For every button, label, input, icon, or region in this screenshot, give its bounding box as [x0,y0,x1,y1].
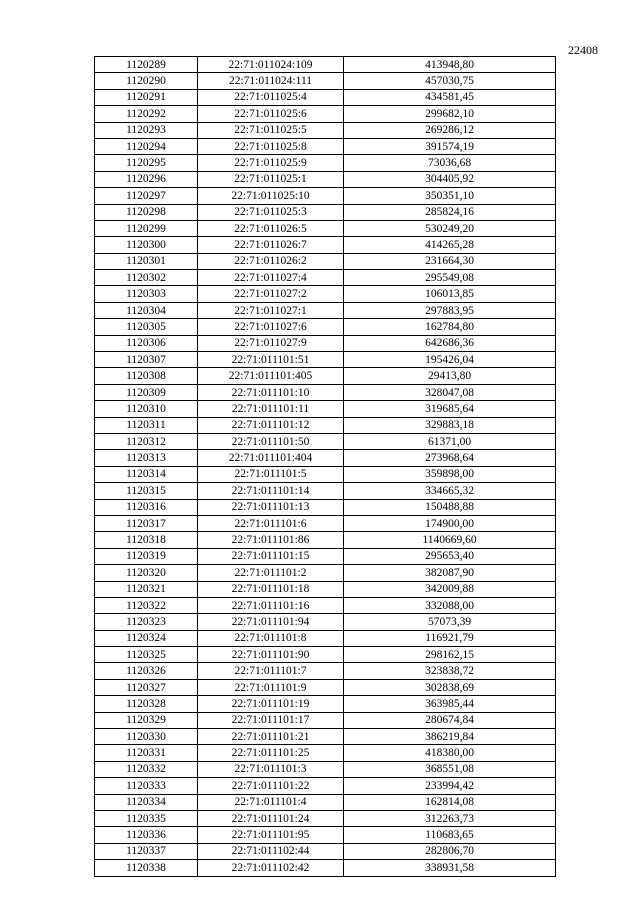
table-row [95,843,556,859]
row-number-cell: 1120336 [95,827,198,843]
cadastral-number-cell: 22:71:011101:18 [198,581,344,597]
table-row [95,302,556,318]
cadastral-value-cell: 273968,64 [344,450,556,466]
row-number-cell: 1120307 [95,352,198,368]
cadastral-number-cell: 22:71:011026:5 [198,220,344,236]
cadastral-value-cell: 414265,28 [344,237,556,253]
cadastral-number-cell: 22:71:011102:42 [198,860,344,876]
cadastral-number-cell: 22:71:011024:109 [198,57,344,73]
row-number-cell: 1120317 [95,515,198,531]
row-number-cell: 1120304 [95,302,198,318]
row-number-cell: 1120289 [95,57,198,73]
cadastral-number-cell: 22:71:011101:90 [198,647,344,663]
row-number-cell: 1120301 [95,253,198,269]
cadastral-value-cell: 382087,90 [344,565,556,581]
cadastral-value-cell: 233994,42 [344,778,556,794]
cadastral-value-cell: 162814,08 [344,794,556,810]
row-number-cell: 1120309 [95,384,198,400]
table-row [95,319,556,335]
table-row [95,155,556,171]
cadastral-number-cell: 22:71:011026:2 [198,253,344,269]
cadastral-value-cell: 269286,12 [344,122,556,138]
cadastral-value-table [94,56,556,877]
cadastral-value-cell: 73036,68 [344,155,556,171]
cadastral-value-cell: 530249,20 [344,220,556,236]
table-row [95,729,556,745]
table-row [95,122,556,138]
table-row [95,679,556,695]
cadastral-value-cell: 57073,39 [344,614,556,630]
cadastral-number-cell: 22:71:011101:13 [198,499,344,515]
cadastral-value-cell: 110683,65 [344,827,556,843]
table-body [95,57,556,877]
table-row [95,532,556,548]
table-row [95,515,556,531]
cadastral-value-cell: 323838,72 [344,663,556,679]
table-row [95,581,556,597]
cadastral-number-cell: 22:71:011027:9 [198,335,344,351]
cadastral-number-cell: 22:71:011025:9 [198,155,344,171]
table-row [95,597,556,613]
cadastral-number-cell: 22:71:011101:6 [198,515,344,531]
table-row [95,712,556,728]
cadastral-number-cell: 22:71:011025:3 [198,204,344,220]
table-row [95,794,556,810]
table-row [95,827,556,843]
row-number-cell: 1120325 [95,647,198,663]
cadastral-value-cell: 334665,32 [344,483,556,499]
row-number-cell: 1120291 [95,89,198,105]
cadastral-number-cell: 22:71:011025:5 [198,122,344,138]
cadastral-number-cell: 22:71:011101:7 [198,663,344,679]
cadastral-number-cell: 22:71:011101:50 [198,433,344,449]
cadastral-value-cell: 116921,79 [344,630,556,646]
cadastral-number-cell: 22:71:011025:8 [198,138,344,154]
cadastral-value-cell: 319685,64 [344,401,556,417]
cadastral-number-cell: 22:71:011101:17 [198,712,344,728]
cadastral-number-cell: 22:71:011024:111 [198,73,344,89]
cadastral-number-cell: 22:71:011102:44 [198,843,344,859]
cadastral-value-cell: 342009,88 [344,581,556,597]
cadastral-number-cell: 22:71:011101:12 [198,417,344,433]
row-number-cell: 1120298 [95,204,198,220]
page-number: 22408 [568,43,598,57]
cadastral-value-cell: 338931,58 [344,860,556,876]
table-row [95,647,556,663]
row-number-cell: 1120302 [95,270,198,286]
cadastral-number-cell: 22:71:011025:1 [198,171,344,187]
row-number-cell: 1120327 [95,679,198,695]
cadastral-value-cell: 162784,80 [344,319,556,335]
row-number-cell: 1120331 [95,745,198,761]
row-number-cell: 1120296 [95,171,198,187]
cadastral-number-cell: 22:71:011025:6 [198,106,344,122]
cadastral-number-cell: 22:71:011101:15 [198,548,344,564]
table-row [95,73,556,89]
table-row [95,368,556,384]
cadastral-value-cell: 280674,84 [344,712,556,728]
cadastral-value-cell: 304405,92 [344,171,556,187]
table-row [95,499,556,515]
table-row [95,286,556,302]
cadastral-value-cell: 106013,85 [344,286,556,302]
cadastral-number-cell: 22:71:011027:4 [198,270,344,286]
row-number-cell: 1120321 [95,581,198,597]
row-number-cell: 1120335 [95,810,198,826]
table-row [95,696,556,712]
cadastral-value-cell: 642686,36 [344,335,556,351]
row-number-cell: 1120292 [95,106,198,122]
cadastral-number-cell: 22:71:011026:7 [198,237,344,253]
table-row [95,204,556,220]
row-number-cell: 1120338 [95,860,198,876]
cadastral-value-cell: 434581,45 [344,89,556,105]
cadastral-number-cell: 22:71:011101:14 [198,483,344,499]
row-number-cell: 1120297 [95,188,198,204]
row-number-cell: 1120306 [95,335,198,351]
table-row [95,663,556,679]
table-row [95,565,556,581]
cadastral-number-cell: 22:71:011025:10 [198,188,344,204]
table-row [95,778,556,794]
row-number-cell: 1120308 [95,368,198,384]
cadastral-number-cell: 22:71:011101:5 [198,466,344,482]
row-number-cell: 1120295 [95,155,198,171]
cadastral-number-cell: 22:71:011101:95 [198,827,344,843]
cadastral-number-cell: 22:71:011027:6 [198,319,344,335]
cadastral-value-cell: 150488,88 [344,499,556,515]
row-number-cell: 1120319 [95,548,198,564]
cadastral-value-cell: 298162,15 [344,647,556,663]
row-number-cell: 1120326 [95,663,198,679]
cadastral-number-cell: 22:71:011101:8 [198,630,344,646]
cadastral-value-cell: 457030,75 [344,73,556,89]
row-number-cell: 1120318 [95,532,198,548]
cadastral-value-cell: 391574,19 [344,138,556,154]
cadastral-number-cell: 22:71:011101:22 [198,778,344,794]
cadastral-number-cell: 22:71:011101:25 [198,745,344,761]
table-row [95,106,556,122]
row-number-cell: 1120332 [95,761,198,777]
cadastral-number-cell: 22:71:011101:19 [198,696,344,712]
cadastral-value-cell: 418380,00 [344,745,556,761]
cadastral-value-cell: 350351,10 [344,188,556,204]
table-row [95,548,556,564]
table-row [95,433,556,449]
table-row [95,745,556,761]
row-number-cell: 1120329 [95,712,198,728]
table-row [95,384,556,400]
cadastral-value-cell: 386219,84 [344,729,556,745]
cadastral-value-cell: 329883,18 [344,417,556,433]
cadastral-number-cell: 22:71:011027:1 [198,302,344,318]
row-number-cell: 1120313 [95,450,198,466]
cadastral-value-cell: 285824,16 [344,204,556,220]
row-number-cell: 1120303 [95,286,198,302]
row-number-cell: 1120324 [95,630,198,646]
row-number-cell: 1120337 [95,843,198,859]
cadastral-value-cell: 312263,73 [344,810,556,826]
cadastral-number-cell: 22:71:011101:4 [198,794,344,810]
cadastral-value-cell: 328047,08 [344,384,556,400]
table-row [95,237,556,253]
cadastral-value-cell: 61371,00 [344,433,556,449]
cadastral-number-cell: 22:71:011101:21 [198,729,344,745]
row-number-cell: 1120328 [95,696,198,712]
cadastral-value-cell: 299682,10 [344,106,556,122]
table-row [95,220,556,236]
cadastral-value-cell: 295653,40 [344,548,556,564]
cadastral-number-cell: 22:71:011101:24 [198,810,344,826]
cadastral-number-cell: 22:71:011101:51 [198,352,344,368]
row-number-cell: 1120305 [95,319,198,335]
cadastral-value-cell: 1140669,60 [344,532,556,548]
row-number-cell: 1120294 [95,138,198,154]
cadastral-value-cell: 302838,69 [344,679,556,695]
cadastral-number-cell: 22:71:011101:86 [198,532,344,548]
table-row [95,483,556,499]
table-row [95,466,556,482]
row-number-cell: 1120300 [95,237,198,253]
row-number-cell: 1120314 [95,466,198,482]
row-number-cell: 1120293 [95,122,198,138]
row-number-cell: 1120323 [95,614,198,630]
cadastral-number-cell: 22:71:011101:405 [198,368,344,384]
table-row [95,138,556,154]
cadastral-value-cell: 359898,00 [344,466,556,482]
table-row [95,630,556,646]
table-row [95,761,556,777]
table-row [95,860,556,876]
table-row [95,188,556,204]
cadastral-number-cell: 22:71:011027:2 [198,286,344,302]
cadastral-number-cell: 22:71:011101:9 [198,679,344,695]
row-number-cell: 1120290 [95,73,198,89]
cadastral-number-cell: 22:71:011025:4 [198,89,344,105]
cadastral-value-cell: 363985,44 [344,696,556,712]
row-number-cell: 1120315 [95,483,198,499]
cadastral-value-cell: 332088,00 [344,597,556,613]
row-number-cell: 1120334 [95,794,198,810]
cadastral-value-cell: 195426,04 [344,352,556,368]
table-row [95,57,556,73]
table-row [95,352,556,368]
row-number-cell: 1120312 [95,433,198,449]
cadastral-value-cell: 231664,30 [344,253,556,269]
table-row [95,253,556,269]
row-number-cell: 1120310 [95,401,198,417]
cadastral-value-cell: 282806,70 [344,843,556,859]
table-row [95,89,556,105]
cadastral-value-cell: 295549,08 [344,270,556,286]
cadastral-number-cell: 22:71:011101:3 [198,761,344,777]
cadastral-value-cell: 297883,95 [344,302,556,318]
cadastral-number-cell: 22:71:011101:11 [198,401,344,417]
table-row [95,335,556,351]
row-number-cell: 1120322 [95,597,198,613]
row-number-cell: 1120330 [95,729,198,745]
table-row [95,401,556,417]
table-row [95,417,556,433]
row-number-cell: 1120320 [95,565,198,581]
table-row [95,171,556,187]
table-row [95,810,556,826]
cadastral-number-cell: 22:71:011101:10 [198,384,344,400]
cadastral-number-cell: 22:71:011101:16 [198,597,344,613]
cadastral-number-cell: 22:71:011101:2 [198,565,344,581]
cadastral-value-cell: 368551,08 [344,761,556,777]
cadastral-value-cell: 174900,00 [344,515,556,531]
row-number-cell: 1120311 [95,417,198,433]
cadastral-value-cell: 413948,80 [344,57,556,73]
row-number-cell: 1120299 [95,220,198,236]
cadastral-number-cell: 22:71:011101:94 [198,614,344,630]
row-number-cell: 1120333 [95,778,198,794]
table-row [95,450,556,466]
table-row [95,270,556,286]
row-number-cell: 1120316 [95,499,198,515]
cadastral-number-cell: 22:71:011101:404 [198,450,344,466]
cadastral-value-cell: 29413,80 [344,368,556,384]
table-row [95,614,556,630]
